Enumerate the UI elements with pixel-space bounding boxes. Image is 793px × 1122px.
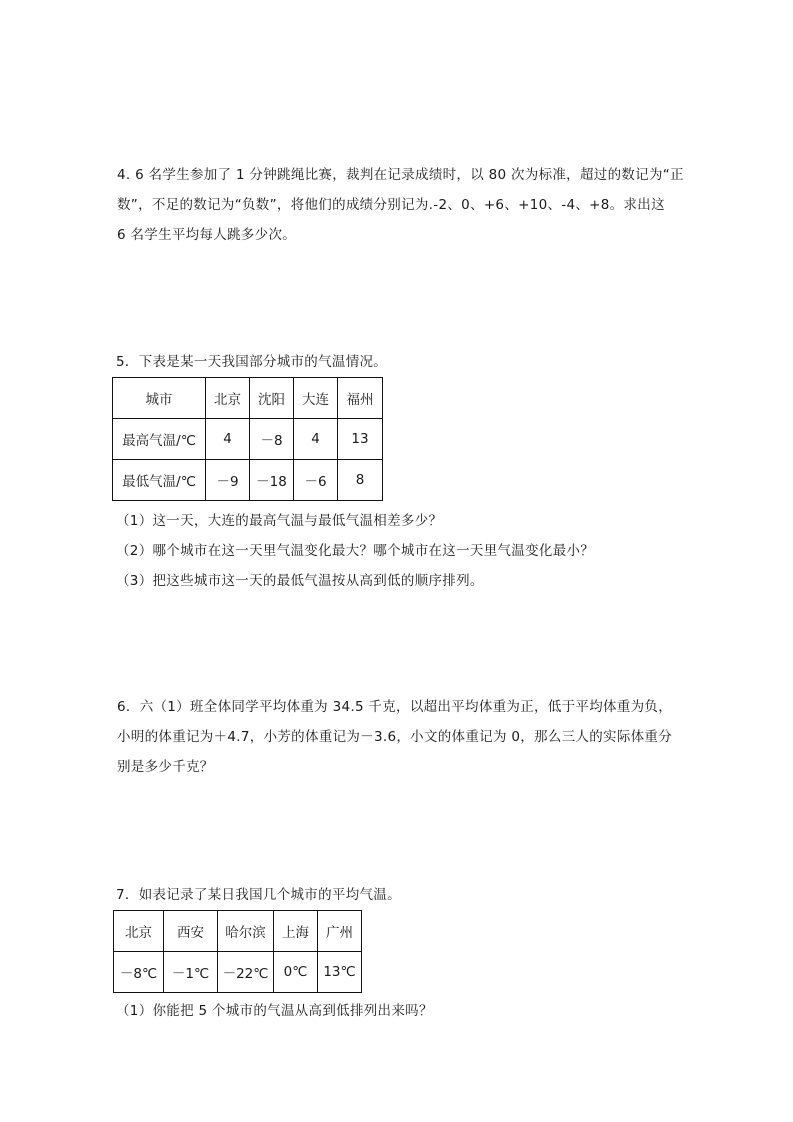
question-6-line-2: 小明的体重记为＋4.7，小芳的体重记为－3.6，小文的体重记为 0，那么三人的实际体重分 bbox=[117, 729, 673, 745]
question-4-line-1: 4. 6 名学生参加了 1 分钟跳绳比赛，裁判在记录成绩时，以 80 次为标准，超过的数记为“正 bbox=[117, 167, 684, 183]
question-7-part-1: （1）你能把 5 个城市的气温从高到低排列出来吗？ bbox=[116, 1003, 433, 1019]
table-cell: －8 bbox=[250, 419, 294, 460]
question-6-line-3: 别是多少千克？ bbox=[117, 759, 214, 775]
table-cell: 4 bbox=[294, 419, 338, 460]
question-5-part-3: （3）把这些城市这一天的最低气温按从高到低的顺序排列。 bbox=[116, 573, 484, 589]
table-cell: 西安 bbox=[164, 911, 218, 952]
table-cell: －18 bbox=[250, 460, 294, 501]
table-cell: 13℃ bbox=[318, 952, 362, 993]
question-6-line-1: 6．六（1）班全体同学平均体重为 34.5 千克，以超出平均体重为正，低于平均体重为负， bbox=[117, 699, 673, 715]
table-cell: 福州 bbox=[338, 378, 383, 419]
table-row bbox=[114, 952, 362, 993]
question-6 bbox=[117, 692, 687, 782]
table-row bbox=[113, 460, 383, 501]
table-cell: 城市 bbox=[113, 378, 206, 419]
table-cell: 北京 bbox=[114, 911, 164, 952]
question-4-line-2: 数”，不足的数记为“负数”，将他们的成绩分别记为.-2、0、+6、+10、-4、+8。求出这 bbox=[117, 197, 665, 213]
table-cell: 广州 bbox=[318, 911, 362, 952]
table-cell: 大连 bbox=[294, 378, 338, 419]
table-cell: －8℃ bbox=[114, 952, 164, 993]
table-cell: 4 bbox=[206, 419, 250, 460]
table-cell: 哈尔滨 bbox=[218, 911, 274, 952]
question-7-intro: 7．如表记录了某日我国几个城市的平均气温。 bbox=[116, 887, 401, 903]
table-row bbox=[113, 419, 383, 460]
table-cell: －6 bbox=[294, 460, 338, 501]
table-cell: －22℃ bbox=[218, 952, 274, 993]
question-5-part-1: （1）这一天，大连的最高气温与最低气温相差多少？ bbox=[116, 513, 443, 529]
table-cell: 0℃ bbox=[274, 952, 318, 993]
table-cell: －9 bbox=[206, 460, 250, 501]
average-temperature-table bbox=[113, 910, 362, 993]
question-5-part-2: （2）哪个城市在这一天里气温变化最大？哪个城市在这一天里气温变化最小？ bbox=[116, 543, 595, 559]
table-header-row bbox=[113, 378, 383, 419]
table-header-row bbox=[114, 911, 362, 952]
question-5-intro: 5．下表是某一天我国部分城市的气温情况。 bbox=[116, 354, 388, 370]
table-cell: 最高气温/℃ bbox=[113, 419, 206, 460]
table-cell: 上海 bbox=[274, 911, 318, 952]
question-4 bbox=[117, 160, 687, 250]
question-4-line-3: 6 名学生平均每人跳多少次。 bbox=[117, 227, 297, 243]
table-cell: 最低气温/℃ bbox=[113, 460, 206, 501]
table-cell: 8 bbox=[338, 460, 383, 501]
table-cell: －1℃ bbox=[164, 952, 218, 993]
city-temperature-table bbox=[112, 377, 383, 501]
table-cell: 沈阳 bbox=[250, 378, 294, 419]
table-cell: 13 bbox=[338, 419, 383, 460]
table-cell: 北京 bbox=[206, 378, 250, 419]
